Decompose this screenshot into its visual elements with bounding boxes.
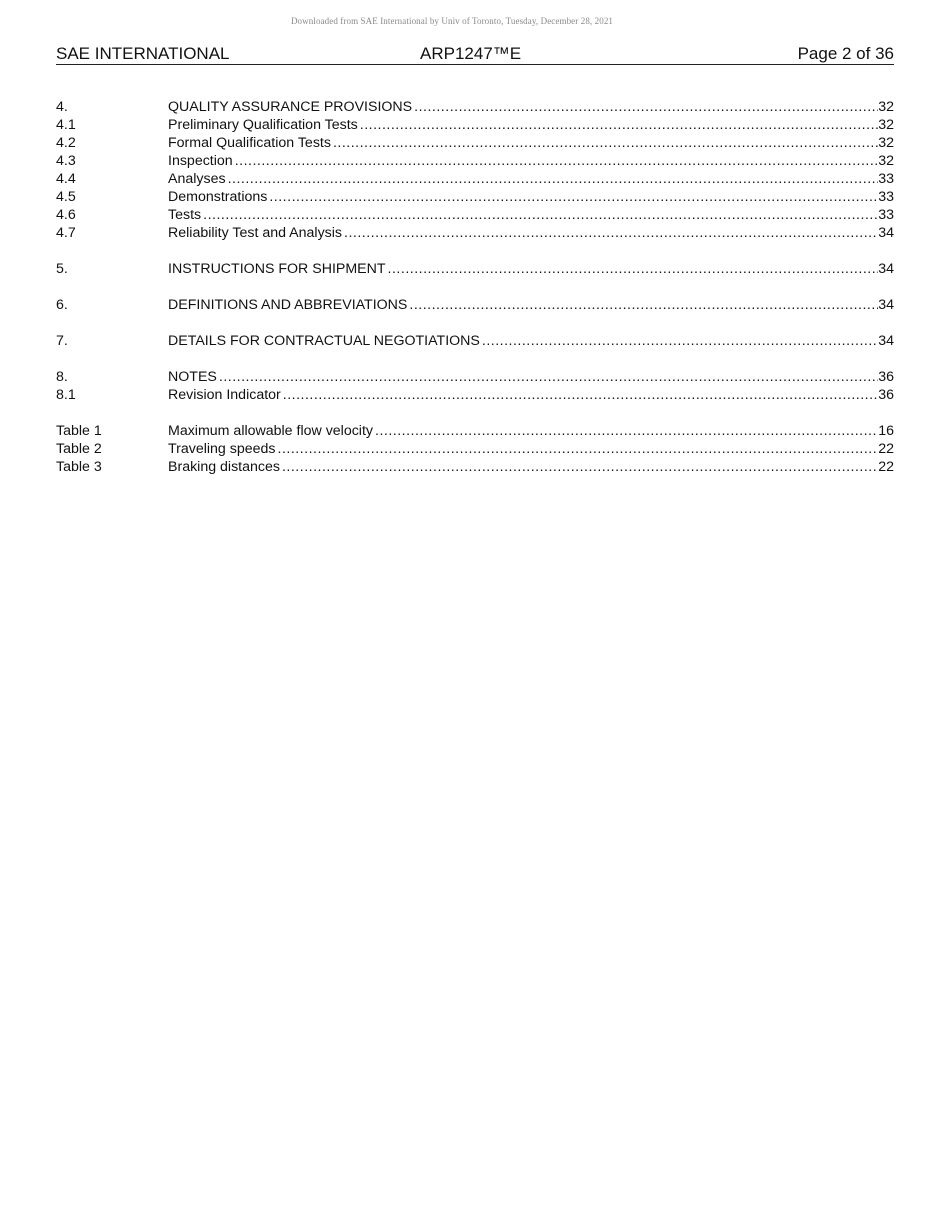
toc-entry-page: 34 bbox=[878, 225, 894, 241]
toc-entry-title: Reliability Test and Analysis bbox=[168, 225, 343, 241]
toc-entry[interactable] bbox=[56, 332, 894, 350]
page-header bbox=[56, 44, 894, 65]
toc-entry-page: 32 bbox=[878, 117, 894, 133]
toc-entry-title: Analyses bbox=[168, 171, 226, 187]
toc-entry-page: 33 bbox=[878, 189, 894, 205]
dot-leader bbox=[386, 260, 879, 278]
dot-leader bbox=[226, 170, 879, 188]
toc-entry-title: Braking distances bbox=[168, 459, 280, 475]
toc-entry[interactable] bbox=[56, 422, 894, 440]
header-page-number: Page 2 of 36 bbox=[797, 44, 894, 63]
toc-entry-title: Preliminary Qualification Tests bbox=[168, 117, 358, 133]
dot-leader bbox=[201, 206, 878, 224]
toc-group-section-8 bbox=[56, 368, 894, 404]
toc-entry-title: Inspection bbox=[168, 153, 233, 169]
toc-entry-title: Revision Indicator bbox=[168, 387, 281, 403]
dot-leader bbox=[217, 368, 878, 386]
toc-entry-title: Formal Qualification Tests bbox=[168, 135, 331, 151]
toc-entry-number: 4. bbox=[56, 99, 68, 115]
toc-entry-title: Maximum allowable flow velocity bbox=[168, 423, 373, 439]
toc-entry-number: 4.5 bbox=[56, 189, 76, 205]
toc-entry-number: 4.6 bbox=[56, 207, 76, 223]
toc-entry-number: 8. bbox=[56, 369, 68, 385]
table-of-contents bbox=[56, 98, 894, 494]
download-watermark: Downloaded from SAE International by Univ of Toronto, Tuesday, December 28, 2021 bbox=[290, 16, 614, 26]
toc-entry[interactable] bbox=[56, 98, 894, 116]
toc-entry-page: 33 bbox=[878, 171, 894, 187]
dot-leader bbox=[342, 224, 878, 242]
toc-entry-number: Table 3 bbox=[56, 459, 102, 475]
toc-entry-page: 33 bbox=[878, 207, 894, 223]
toc-entry[interactable] bbox=[56, 440, 894, 458]
toc-entry-number: 8.1 bbox=[56, 387, 76, 403]
toc-entry[interactable] bbox=[56, 206, 894, 224]
dot-leader bbox=[407, 296, 878, 314]
toc-entry-page: 36 bbox=[878, 369, 894, 385]
toc-entry-page: 16 bbox=[878, 423, 894, 439]
dot-leader bbox=[267, 188, 878, 206]
dot-leader bbox=[373, 422, 878, 440]
toc-entry-page: 34 bbox=[878, 261, 894, 277]
header-document-id: ARP1247™E bbox=[420, 44, 522, 63]
header-organization: SAE INTERNATIONAL bbox=[56, 44, 230, 63]
dot-leader bbox=[280, 458, 878, 476]
dot-leader bbox=[412, 98, 878, 116]
toc-entry[interactable] bbox=[56, 134, 894, 152]
toc-entry[interactable] bbox=[56, 188, 894, 206]
toc-entry-page: 32 bbox=[878, 135, 894, 151]
dot-leader bbox=[233, 152, 879, 170]
toc-entry-page: 32 bbox=[878, 99, 894, 115]
toc-group-section-6 bbox=[56, 296, 894, 314]
dot-leader bbox=[358, 116, 878, 134]
toc-entry-page: 36 bbox=[878, 387, 894, 403]
toc-entry-number: 4.3 bbox=[56, 153, 76, 169]
toc-entry-number: 4.1 bbox=[56, 117, 76, 133]
toc-entry-number: 5. bbox=[56, 261, 68, 277]
dot-leader bbox=[281, 386, 878, 404]
toc-entry[interactable] bbox=[56, 152, 894, 170]
toc-entry-title: Traveling speeds bbox=[168, 441, 276, 457]
toc-entry-number: 4.7 bbox=[56, 225, 76, 241]
toc-entry-title: NOTES bbox=[168, 369, 217, 385]
toc-entry-page: 22 bbox=[878, 459, 894, 475]
toc-entry-number: 4.2 bbox=[56, 135, 76, 151]
toc-group-section-7 bbox=[56, 332, 894, 350]
toc-entry[interactable] bbox=[56, 386, 894, 404]
toc-group-tables bbox=[56, 422, 894, 476]
toc-entry[interactable] bbox=[56, 260, 894, 278]
toc-entry[interactable] bbox=[56, 296, 894, 314]
dot-leader bbox=[331, 134, 878, 152]
toc-entry-page: 34 bbox=[878, 297, 894, 313]
toc-entry[interactable] bbox=[56, 458, 894, 476]
dot-leader bbox=[480, 332, 878, 350]
toc-entry-number: 6. bbox=[56, 297, 68, 313]
toc-entry-title: Demonstrations bbox=[168, 189, 268, 205]
toc-group-section-5 bbox=[56, 260, 894, 278]
toc-entry-number: Table 1 bbox=[56, 423, 102, 439]
toc-entry-title: QUALITY ASSURANCE PROVISIONS bbox=[168, 99, 413, 115]
toc-entry-number: Table 2 bbox=[56, 441, 102, 457]
dot-leader bbox=[276, 440, 879, 458]
toc-entry-title: DEFINITIONS AND ABBREVIATIONS bbox=[168, 297, 408, 313]
toc-entry[interactable] bbox=[56, 170, 894, 188]
toc-group-section-4 bbox=[56, 98, 894, 242]
toc-entry-title: Tests bbox=[168, 207, 202, 223]
toc-entry[interactable] bbox=[56, 368, 894, 386]
toc-entry-page: 34 bbox=[878, 333, 894, 349]
toc-entry[interactable] bbox=[56, 116, 894, 134]
toc-entry-number: 4.4 bbox=[56, 171, 76, 187]
toc-entry-title: INSTRUCTIONS FOR SHIPMENT bbox=[168, 261, 386, 277]
toc-entry[interactable] bbox=[56, 224, 894, 242]
toc-entry-page: 22 bbox=[878, 441, 894, 457]
toc-entry-title: DETAILS FOR CONTRACTUAL NEGOTIATIONS bbox=[168, 333, 480, 349]
toc-entry-page: 32 bbox=[878, 153, 894, 169]
toc-entry-number: 7. bbox=[56, 333, 68, 349]
